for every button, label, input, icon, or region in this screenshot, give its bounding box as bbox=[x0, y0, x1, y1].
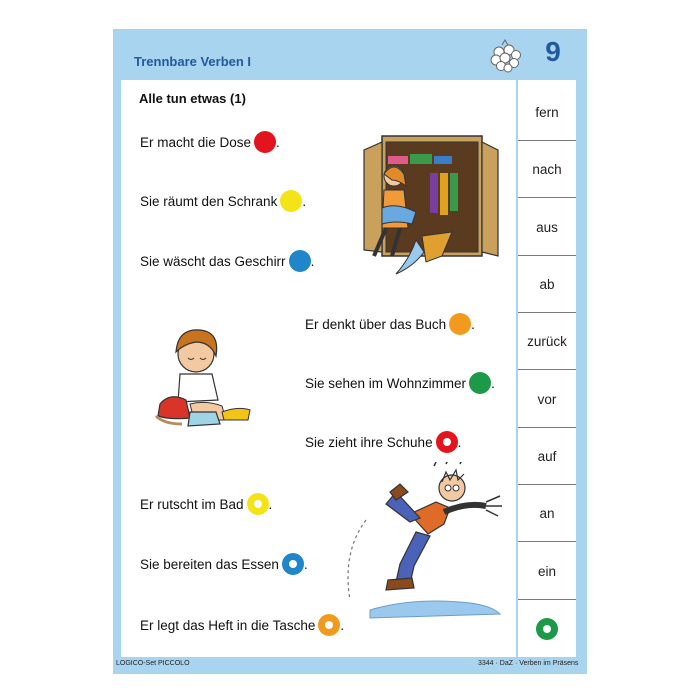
exercise-subtitle: Alle tun etwas (1) bbox=[139, 91, 246, 106]
answer-auf: auf bbox=[518, 429, 576, 485]
sentence-end: . bbox=[340, 617, 345, 633]
sentence-row bbox=[140, 493, 272, 515]
worksheet-title: Trennbare Verben I bbox=[134, 54, 252, 69]
yellow-dot-icon bbox=[280, 190, 302, 212]
sentence-text: Sie wäscht das Geschirr bbox=[140, 253, 286, 269]
answer-column bbox=[518, 80, 576, 657]
answer-vor: vor bbox=[518, 372, 576, 428]
green-control-dot-icon bbox=[536, 618, 558, 640]
red-dot-icon bbox=[254, 131, 276, 153]
sentence-text: Er legt das Heft in die Tasche bbox=[140, 617, 316, 633]
page-number: 9 bbox=[545, 36, 561, 67]
sentence-text: Sie sehen im Wohnzimmer bbox=[305, 375, 467, 391]
sentence-text: Sie bereiten das Essen bbox=[140, 556, 279, 572]
sentence-text: Sie zieht ihre Schuhe bbox=[305, 434, 433, 450]
orange-ring-icon bbox=[318, 614, 340, 636]
control-cell bbox=[518, 601, 576, 657]
sentence-row bbox=[140, 131, 280, 153]
sentence-end: . bbox=[491, 375, 495, 391]
sentence-text: Sie räumt den Schrank bbox=[140, 193, 278, 209]
answer-aus: aus bbox=[518, 200, 576, 256]
answer-ab: ab bbox=[518, 257, 576, 313]
sentence-row bbox=[140, 190, 306, 212]
sentence-end: . bbox=[457, 434, 462, 450]
sentence-end: . bbox=[268, 496, 273, 512]
sentence-text: Er macht die Dose bbox=[140, 134, 252, 150]
footer-brand: LOGICO-Set PICCOLO bbox=[116, 660, 190, 667]
sentence-row bbox=[140, 250, 314, 272]
answer-ein: ein bbox=[518, 544, 576, 600]
raspberry-icon bbox=[488, 38, 522, 74]
blue-ring-icon bbox=[282, 553, 304, 575]
answer-fern: fern bbox=[518, 85, 576, 141]
sentence-end: . bbox=[302, 193, 307, 209]
sentence-text: Er denkt über das Buch bbox=[305, 316, 447, 332]
girl-wardrobe-illustration bbox=[352, 128, 500, 278]
yellow-ring-icon bbox=[247, 493, 269, 515]
green-dot-icon bbox=[469, 372, 491, 394]
red-ring-icon bbox=[436, 431, 458, 453]
sentence-end: . bbox=[303, 556, 308, 572]
sentence-end: . bbox=[310, 253, 315, 269]
answer-zurueck: zurück bbox=[518, 314, 576, 370]
answer-an: an bbox=[518, 486, 576, 542]
footer-info: 3344 · DaZ · Verben im Präsens bbox=[478, 660, 579, 667]
sentence-text: Er rutscht im Bad bbox=[140, 496, 244, 512]
sentence-row bbox=[140, 614, 344, 636]
man-slipping-illustration bbox=[340, 462, 508, 622]
sentence-row bbox=[305, 313, 475, 335]
blue-dot-icon bbox=[289, 250, 311, 272]
sentence-end: . bbox=[471, 316, 475, 332]
answer-nach: nach bbox=[518, 142, 576, 198]
orange-dot-icon bbox=[449, 313, 471, 335]
child-tying-shoes-illustration bbox=[150, 320, 255, 432]
sentence-row bbox=[140, 553, 308, 575]
sentence-end: . bbox=[276, 134, 280, 150]
sentence-row bbox=[305, 372, 495, 394]
sentence-row bbox=[305, 431, 461, 453]
